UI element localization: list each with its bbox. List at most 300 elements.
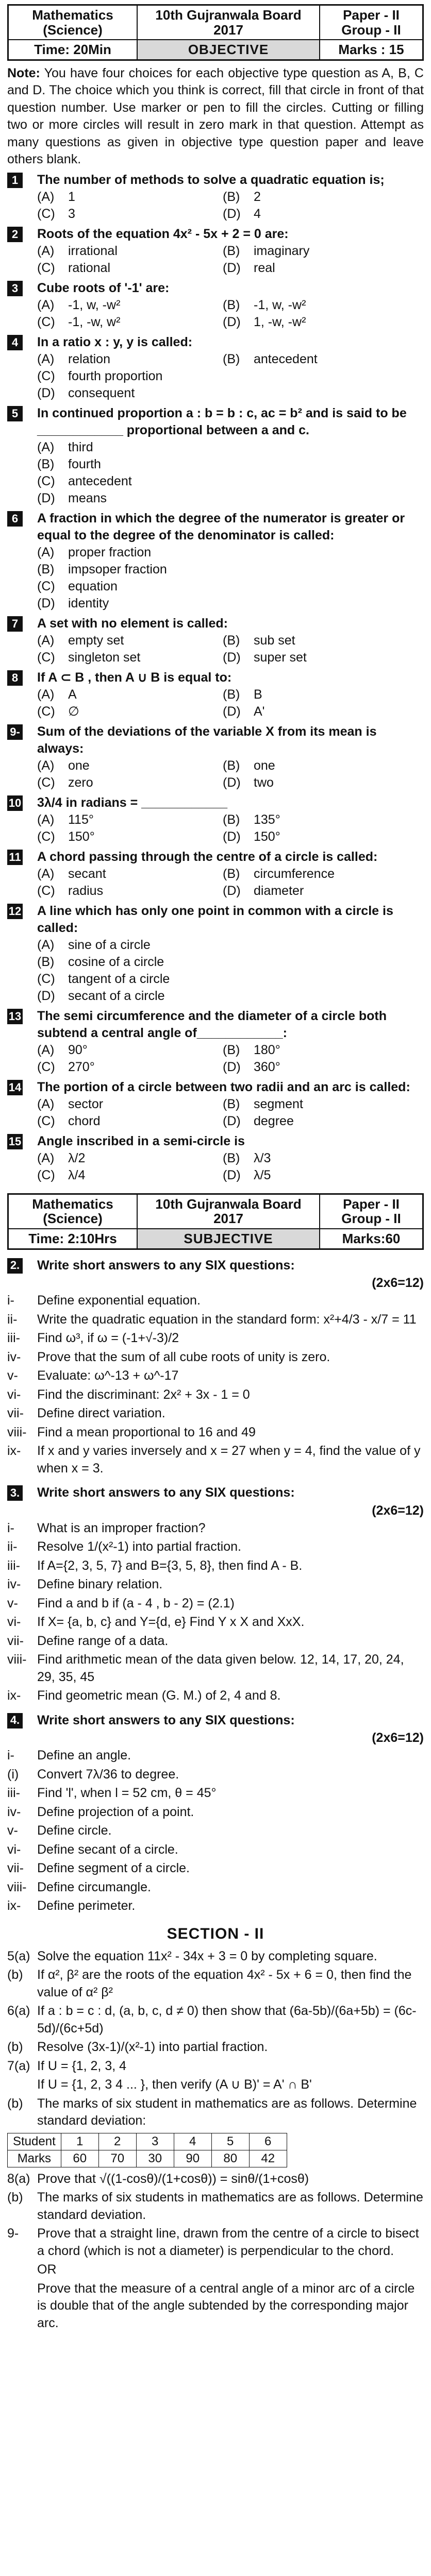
short-question-item (7, 1860, 424, 1877)
short-question-heading (7, 1257, 424, 1274)
item-text: The marks of six students in mathematics are as follows. Determine standard deviation. (37, 2190, 423, 2222)
question-number: 7 (7, 616, 23, 632)
question-number: 12 (7, 904, 23, 919)
marks-table-cell: 80 (211, 2150, 249, 2167)
option-text: impsoper fraction (68, 562, 167, 577)
heading-text: Write short answers to any SIX questions: (37, 1258, 295, 1273)
item-text: Find ω³, if ω = (-1+√-3)/2 (37, 1331, 179, 1346)
short-question-item (7, 1292, 424, 1310)
option-text: (D) (223, 1167, 241, 1182)
time-cell-2: Time: 2:10Hrs (8, 1229, 137, 1249)
option-text: 1, -w, -w² (254, 314, 306, 329)
section-ii-title: SECTION - II (167, 1925, 264, 1942)
short-question-item (7, 1576, 424, 1594)
option-text: empty set (68, 633, 124, 648)
item-number: (i) (7, 1767, 19, 1782)
option-text: (C) (37, 314, 55, 329)
option-text: (C) (37, 829, 55, 844)
item-text: Define exponential equation. (37, 1293, 201, 1308)
option-text (223, 473, 254, 490)
question-text: Sum of the deviations of the variable X from its mean is always: (37, 724, 377, 756)
option-text: (C) (37, 579, 55, 594)
marks-table-cell: 2 (98, 2133, 136, 2150)
marks-table-cell: 4 (174, 2133, 211, 2150)
option-text (254, 578, 424, 595)
board-cell: 10th Gujranwala Board 2017 (137, 5, 320, 40)
question-number: 4. (7, 1713, 23, 1728)
option-text (223, 490, 254, 507)
option-text (223, 937, 254, 954)
option-text (254, 473, 424, 490)
option-text: 4 (254, 206, 261, 221)
long-question-item (7, 2189, 424, 2224)
item-number: i- (7, 1293, 14, 1308)
option-text: proper fraction (68, 545, 152, 560)
marks-table-cell: 42 (249, 2150, 287, 2167)
long-question-item (7, 2261, 424, 2279)
option-text (254, 490, 424, 507)
option-text (254, 368, 424, 385)
option-text: fourth proportion (68, 368, 163, 383)
option-text (223, 368, 254, 385)
option-text (223, 544, 254, 561)
item-number: 5(a) (7, 1948, 30, 1963)
objective-header (7, 4, 424, 61)
option-text: (D) (37, 596, 55, 611)
mcq-item (7, 669, 424, 720)
instructions-note (7, 65, 424, 168)
item-text: Define perimeter. (37, 1899, 136, 1913)
option-text (223, 595, 254, 612)
item-number: ii- (7, 1539, 18, 1554)
option-text (254, 544, 424, 561)
item-text: Find a mean proportional to 16 and 49 (37, 1425, 256, 1439)
option-text: imaginary (254, 243, 310, 258)
options-grid (37, 189, 424, 223)
option-text: secant of a circle (68, 988, 165, 1003)
long-question-item (7, 2280, 424, 2332)
paper-label: Paper - II (343, 7, 400, 23)
option-text: (A) (37, 937, 55, 952)
option-text: one (254, 758, 275, 773)
item-number: iv- (7, 1804, 21, 1819)
option-text: -1, w, -w² (68, 297, 121, 312)
options-grid (37, 937, 424, 1005)
option-text: λ/4 (68, 1167, 86, 1182)
short-question-title (37, 1712, 424, 1729)
option-text (223, 971, 254, 988)
item-text: Define circle. (37, 1823, 112, 1838)
item-number: iii- (7, 1331, 20, 1346)
option-text: (A) (37, 1150, 55, 1165)
option-text: ∅ (68, 704, 79, 719)
option-text: (B) (223, 189, 240, 204)
heading-text: Write short answers to any SIX questions: (37, 1713, 295, 1727)
question-number: 6 (7, 511, 23, 527)
option-text: relation (68, 351, 110, 366)
item-text: Resolve 1/(x²-1) into partial fraction. (37, 1539, 241, 1554)
short-question-item (7, 1538, 424, 1556)
option-text: B (254, 687, 262, 702)
item-text: Prove that a straight line, drawn from the centre of a circle to bisect a chord (which is not a diameter) is perpendicular to the chord. (37, 2226, 419, 2258)
option-text: (A) (37, 866, 55, 881)
marks-table-cell: 6 (249, 2133, 287, 2150)
option-text: fourth (68, 456, 101, 471)
option-text: chord (68, 1113, 101, 1128)
item-text: Write the quadratic equation in the standard form: x²+4/3 - x/7 = 11 (37, 1312, 417, 1327)
long-question-item (7, 2058, 424, 2075)
options-grid (37, 351, 424, 402)
long-question-item (7, 2003, 424, 2037)
option-text: (A) (37, 812, 55, 827)
short-question-item (7, 1557, 424, 1575)
option-text: antecedent (68, 473, 132, 488)
subject-cell: Mathematics (Science) (8, 5, 137, 40)
options-grid (37, 1042, 424, 1076)
item-number (7, 2280, 37, 2332)
item-text: Find 'l', when l = 52 cm, θ = 45° (37, 1786, 217, 1801)
item-number: ix- (7, 1899, 21, 1913)
item-text: Define circumangle. (37, 1879, 151, 1894)
item-text: The marks of six student in mathematics are as follows. Determine standard deviation: (37, 2096, 417, 2128)
option-text (254, 561, 424, 578)
item-number: vii- (7, 1861, 24, 1876)
option-text: (B) (223, 866, 240, 881)
marks-table-cell: 60 (61, 2150, 98, 2167)
marks-table-cell: 3 (136, 2133, 174, 2150)
option-text: antecedent (254, 351, 318, 366)
item-text: Resolve (3x-1)/(x²-1) into partial fraction. (37, 2040, 268, 2055)
marks-table-cell: 30 (136, 2150, 174, 2167)
question-text: In continued proportion a : b = b : c, ac = b² and is said to be ____________ proportional between a and c. (37, 405, 407, 437)
long-question-item (7, 2076, 424, 2094)
long-question-item (7, 2095, 424, 2130)
option-text: circumference (254, 866, 335, 881)
option-text: sub set (254, 633, 295, 648)
option-text: (B) (37, 562, 55, 577)
item-number: iii- (7, 1558, 20, 1573)
option-text: (A) (37, 243, 55, 258)
option-text: (B) (223, 243, 240, 258)
option-text: (C) (37, 206, 55, 221)
short-question-item (7, 1651, 424, 1686)
short-question-item (7, 1386, 424, 1404)
item-number: 7(a) (7, 2058, 30, 2073)
option-text: 135° (254, 812, 280, 827)
marks-allocation: (2x6=12) (372, 1276, 424, 1291)
item-number: iv- (7, 1577, 21, 1592)
question-number: 15 (7, 1134, 23, 1149)
item-number: iii- (7, 1786, 20, 1801)
option-text: sector (68, 1096, 104, 1111)
short-question-item (7, 1595, 424, 1613)
item-number: viii- (7, 1425, 27, 1439)
options-grid (37, 811, 424, 845)
option-text: (D) (37, 988, 55, 1003)
note-text: You have four choices for each objective type question as A, B, C and D. The choice which you think is correct, fill that circle in front of that question number. Use marker or pen to fill the circles. Cutting or filling two or more circles will result in zero mark in that question. Attempt as many questions as given in objective type question paper and leave others blank. (7, 65, 424, 167)
option-text: secant (68, 866, 106, 881)
subject-cell-2: Mathematics (Science) (8, 1194, 137, 1229)
option-text: λ/2 (68, 1150, 86, 1165)
item-text: Find geometric mean (G. M.) of 2, 4 and 8. (37, 1688, 281, 1703)
item-number: viii- (7, 1879, 27, 1894)
marks-allocation: (2x6=12) (372, 1731, 424, 1745)
options-grid (37, 544, 424, 612)
short-question-item (7, 1330, 424, 1347)
option-text: (A) (37, 1096, 55, 1111)
item-number: (b) (7, 2190, 23, 2205)
marks-table (7, 2133, 287, 2167)
item-text: Solve the equation 11x² - 34x + 3 = 0 by completing square. (37, 1948, 377, 1963)
short-question-item (7, 1405, 424, 1422)
option-text (254, 595, 424, 612)
item-number: vi- (7, 1387, 21, 1402)
option-text: diameter (254, 883, 304, 898)
option-text: A (68, 687, 77, 702)
item-text: Define binary relation. (37, 1577, 163, 1592)
option-text: (D) (223, 650, 241, 665)
marks-table-cell: 90 (174, 2150, 211, 2167)
item-number: vi- (7, 1842, 21, 1857)
type-cell: OBJECTIVE (137, 40, 320, 60)
short-question-item (7, 1349, 424, 1366)
option-text: (D) (223, 883, 241, 898)
option-text: sine of a circle (68, 937, 151, 952)
options-grid (37, 632, 424, 666)
item-number: i- (7, 1748, 14, 1763)
option-text: (D) (223, 206, 241, 221)
question-number: 14 (7, 1080, 23, 1095)
option-text: radius (68, 883, 104, 898)
question-text: The portion of a circle between two radii and an arc is called: (37, 1079, 410, 1094)
question-text: A line which has only one point in common with a circle is called: (37, 903, 393, 935)
option-text: identity (68, 596, 109, 611)
option-text: equation (68, 579, 118, 594)
short-question-item (7, 1897, 424, 1915)
question-number: 11 (7, 850, 23, 865)
question-text: In a ratio x : y, y is called: (37, 334, 193, 349)
question-number: 3. (7, 1485, 23, 1501)
item-number: iv- (7, 1349, 21, 1364)
question-text: Cube roots of '-1' are: (37, 280, 170, 295)
option-text: (C) (37, 1167, 55, 1182)
item-number: v- (7, 1596, 18, 1611)
option-text: (C) (37, 971, 55, 986)
option-text: (D) (37, 490, 55, 505)
option-text: 1 (68, 189, 75, 204)
option-text: consequent (68, 385, 135, 400)
item-text: If A={2, 3, 5, 7} and B={3, 5, 8}, then find A - B. (37, 1558, 303, 1573)
option-text: (B) (223, 758, 240, 773)
short-question-title (37, 1484, 424, 1501)
question-text: The number of methods to solve a quadratic equation is; (37, 172, 385, 187)
option-text: (C) (37, 650, 55, 665)
question-number: 9- (7, 724, 23, 740)
option-text: (A) (37, 633, 55, 648)
mcq-item (7, 723, 424, 791)
mcq-list (7, 172, 424, 1184)
option-text: (D) (223, 704, 241, 719)
option-text: (A) (37, 687, 55, 702)
option-text: (C) (37, 704, 55, 719)
mcq-item (7, 849, 424, 900)
option-text: means (68, 490, 107, 505)
marks-table-cell: 1 (61, 2133, 98, 2150)
short-question-item (7, 1804, 424, 1821)
option-text (223, 954, 254, 971)
group-label-2: Group - II (341, 1211, 401, 1227)
option-text: tangent of a circle (68, 971, 170, 986)
short-question-item (7, 1879, 424, 1896)
option-text: segment (254, 1096, 303, 1111)
question-text: A chord passing through the centre of a circle is called: (37, 849, 378, 864)
question-text: A set with no element is called: (37, 616, 228, 631)
mcq-item (7, 280, 424, 331)
item-text: Evaluate: ω^-13 + ω^-17 (37, 1368, 179, 1383)
item-text: Convert 7λ/36 to degree. (37, 1767, 179, 1782)
option-text: (C) (37, 368, 55, 383)
item-text: If a : b = c : d, (a, b, c, d ≠ 0) then show that (6a-5b)/(6a+5b) = (6c-5d)/(6c+5d) (37, 2004, 417, 2036)
paper-group-cell (320, 5, 423, 40)
item-text: Find a and b if (a - 4 , b - 2) = (2.1) (37, 1596, 235, 1611)
option-text: (A) (37, 439, 55, 454)
short-question-item (7, 1633, 424, 1650)
option-text: -1, -w, w² (68, 314, 121, 329)
mcq-item (7, 903, 424, 1005)
item-text: Define segment of a circle. (37, 1861, 190, 1876)
option-text: real (254, 260, 275, 275)
option-text: (B) (223, 1096, 240, 1111)
group-label: Group - II (341, 22, 401, 38)
marks-allocation: (2x6=12) (372, 1503, 424, 1518)
option-text: (C) (37, 260, 55, 275)
option-text: (B) (223, 812, 240, 827)
long-question-item (7, 1948, 424, 1965)
option-text: degree (254, 1113, 294, 1128)
short-question-heading (7, 1712, 424, 1729)
marks-table-cell: Marks (8, 2150, 61, 2167)
item-text: Define range of a data. (37, 1633, 169, 1648)
option-text: (D) (223, 775, 241, 790)
option-text: third (68, 439, 93, 454)
option-text: singleton set (68, 650, 141, 665)
mcq-item (7, 510, 424, 612)
question-text: If A ⊂ B , then A ∪ B is equal to: (37, 670, 232, 685)
item-number: i- (7, 1520, 14, 1535)
question-text: A fraction in which the degree of the numerator is greater or equal to the degree of the denominator is called: (37, 511, 405, 543)
item-text: If U = {1, 2, 3, 4 (37, 2058, 127, 2073)
question-number: 2. (7, 1258, 23, 1274)
option-text: (A) (37, 189, 55, 204)
option-text: zero (68, 775, 93, 790)
short-question-item (7, 1747, 424, 1765)
question-number: 1 (7, 173, 23, 188)
short-question-item (7, 1614, 424, 1631)
item-text: What is an improper fraction? (37, 1520, 206, 1535)
question-text: The semi circumference and the diameter of a circle both subtend a central angle of____________: (37, 1008, 387, 1040)
options-grid (37, 866, 424, 900)
marks-table-row (8, 2150, 287, 2167)
item-number: (b) (7, 1968, 23, 1982)
item-number: v- (7, 1368, 18, 1383)
mcq-item (7, 1008, 424, 1076)
option-text: two (254, 775, 274, 790)
note-label: Note: (7, 65, 40, 80)
item-number: 8(a) (7, 2171, 30, 2186)
question-number: 4 (7, 335, 23, 350)
short-question-heading (7, 1484, 424, 1501)
item-text: Define projection of a point. (37, 1804, 194, 1819)
short-question-item (7, 1424, 424, 1442)
option-text: (B) (223, 687, 240, 702)
options-grid (37, 297, 424, 331)
mcq-item (7, 172, 424, 223)
item-text: Define secant of a circle. (37, 1842, 178, 1857)
item-number: vi- (7, 1615, 21, 1630)
option-text: 360° (254, 1059, 280, 1074)
time-cell: Time: 20Min (8, 40, 137, 60)
options-grid (37, 757, 424, 791)
item-number: (b) (7, 2096, 23, 2111)
option-text (223, 561, 254, 578)
marks-cell-2: Marks:60 (320, 1229, 423, 1249)
item-text: Prove that the sum of all cube roots of unity is zero. (37, 1349, 330, 1364)
mcq-item (7, 794, 424, 845)
marks-table-cell: 70 (98, 2150, 136, 2167)
mcq-item (7, 615, 424, 666)
option-text: (A) (37, 351, 55, 366)
option-text (254, 954, 424, 971)
item-text: If X= {a, b, c} and Y={d, e} Find Y x X and XxX. (37, 1615, 305, 1630)
option-text: 2 (254, 189, 261, 204)
short-question-item (7, 1687, 424, 1705)
long-question-item (7, 2039, 424, 2056)
question-text: Angle inscribed in a semi-circle is (37, 1133, 245, 1148)
item-text: If U = {1, 2, 3 4 ... }, then verify (A ∪ B)' = A' ∩ B' (37, 2077, 312, 2092)
option-text: (A) (37, 545, 55, 560)
short-question-item (7, 1520, 424, 1537)
option-text: super set (254, 650, 307, 665)
mcq-item (7, 1079, 424, 1130)
item-number: viii- (7, 1652, 27, 1667)
type-cell-2: SUBJECTIVE (137, 1229, 320, 1249)
question-number: 13 (7, 1009, 23, 1024)
item-text: OR (37, 2262, 57, 2277)
option-text: 270° (68, 1059, 95, 1074)
option-text: irrational (68, 243, 118, 258)
item-text: Prove that √((1-cosθ)/(1+cosθ)) = sinθ/(1+cosθ) (37, 2171, 309, 2186)
long-question-item (7, 1967, 424, 2001)
option-text (223, 578, 254, 595)
option-text: (D) (37, 385, 55, 400)
marks-table-cell: Student (8, 2133, 61, 2150)
option-text (254, 937, 424, 954)
marks-table-cell: 5 (211, 2133, 249, 2150)
item-number: (b) (7, 2040, 23, 2055)
option-text (223, 439, 254, 456)
short-question-title (37, 1257, 424, 1274)
option-text: cosine of a circle (68, 954, 164, 969)
option-text: (C) (37, 775, 55, 790)
option-text: (B) (37, 456, 55, 471)
options-grid (37, 1096, 424, 1130)
option-text: one (68, 758, 90, 773)
item-text: Find arithmetic mean of the data given below. 12, 14, 17, 20, 24, 29, 35, 45 (37, 1652, 404, 1684)
marks-cell: Marks : 15 (320, 40, 423, 60)
short-question-item (7, 1841, 424, 1859)
item-number: 9- (7, 2226, 19, 2241)
long-question-item (7, 2171, 424, 2188)
